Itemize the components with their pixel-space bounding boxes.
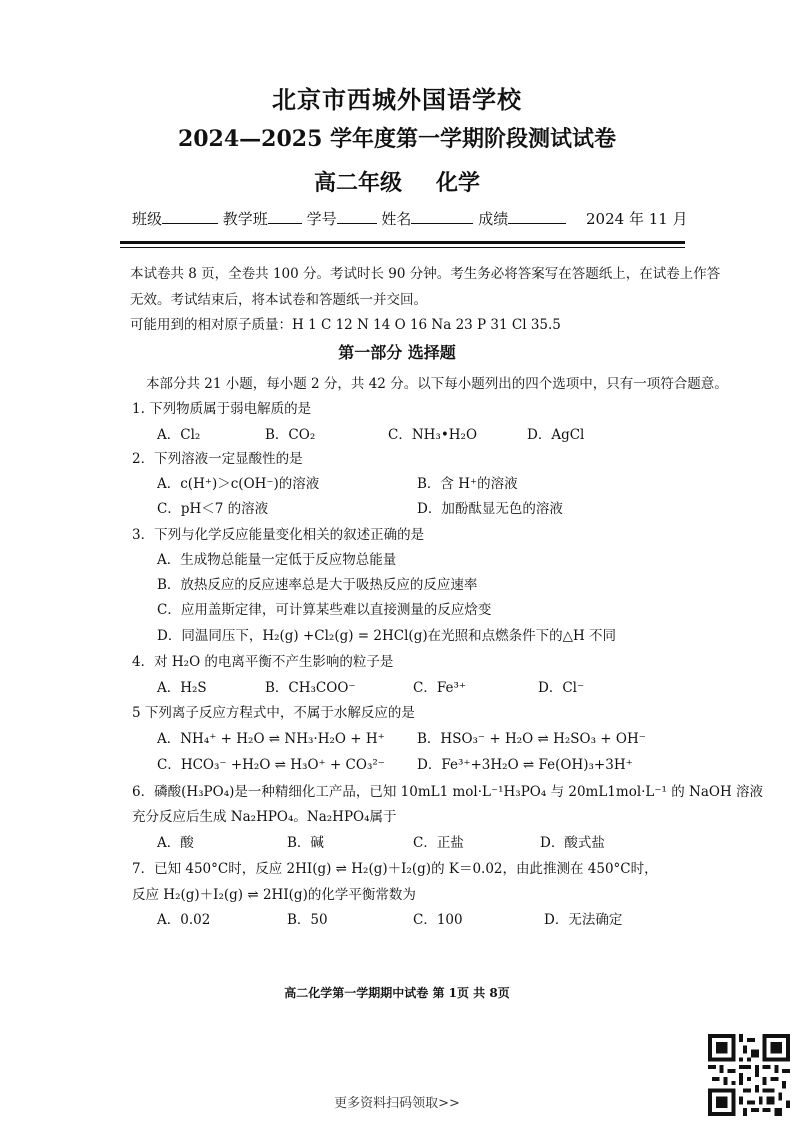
q5-option-d: D．Fe³⁺+3H₂O ⇌ Fe(OH)₃+3H⁺: [417, 757, 633, 773]
q3-option-b: B．放热反应的反应速率总是大于吸热反应的反应速率: [157, 577, 478, 593]
school-name: 北京市西城外国语学校: [272, 85, 522, 114]
student-no-label: 学号: [306, 210, 337, 228]
q2-option-c: C．pH＜7 的溶液: [157, 501, 269, 517]
name-field[interactable]: [411, 209, 473, 224]
subject-label: 化学: [436, 170, 481, 196]
class-field[interactable]: [162, 209, 218, 224]
q1-stem: 1. 下列物质属于弱电解质的是: [132, 401, 312, 417]
q3-option-c: C．应用盖斯定律，可计算某些难以直接测量的反应焓变: [157, 602, 492, 618]
q4-option-b: B．CH₃COO⁻: [265, 680, 356, 696]
part1-title: 第一部分 选择题: [338, 343, 456, 362]
q4-option-a: A．H₂S: [157, 680, 207, 696]
intro-line-2: 无效。考试结束后，将本试卷和答题纸一并交回。: [130, 292, 427, 308]
q6-option-b: B．碱: [287, 835, 324, 851]
teaching-class-field[interactable]: [268, 209, 302, 224]
q5-stem: 5 下列离子反应方程式中，不属于水解反应的是: [132, 705, 415, 721]
class-label: 班级: [132, 210, 163, 228]
q1-option-a: A．Cl₂: [157, 427, 201, 443]
score-label: 成绩: [478, 210, 509, 228]
q3-option-d: D．同温同压下，H₂(g) +Cl₂(g) = 2HCl(g)在光照和点燃条件下的△H 不同: [157, 628, 617, 644]
q6-option-c: C．正盐: [413, 835, 464, 851]
more-resources-link[interactable]: 更多资料扫码领取>>: [334, 1096, 460, 1111]
q2-option-d: D．加酚酞显无色的溶液: [417, 501, 563, 517]
qr-code-icon[interactable]: [708, 1034, 790, 1116]
grade-label: 高二年级: [313, 170, 402, 196]
name-label: 姓名: [381, 210, 412, 228]
q7-stem-line-2: 反应 H₂(g)＋I₂(g) ⇌ 2HI(g)的化学平衡常数为: [132, 887, 416, 903]
score-field[interactable]: [508, 209, 566, 224]
q2-option-b: B．含 H⁺的溶液: [417, 476, 518, 492]
q7-option-b: B．50: [287, 912, 328, 928]
q1-option-b: B．CO₂: [265, 427, 316, 443]
q7-option-a: A．0.02: [157, 912, 211, 928]
header-rule-thick: [120, 241, 685, 244]
grade-subject: [0, 166, 794, 197]
q7-stem-line-1: 7．已知 450°C时，反应 2HI(g) ⇌ H₂(g)＋I₂(g)的 K＝0.02，由此推测在 450°C时，: [132, 861, 658, 877]
q6-stem-line-1: 6．磷酸(H₃PO₄)是一种精细化工产品，已知 10mL1 mol·L⁻¹H₃PO₄ 与 20mL1mol·L⁻¹ 的 NaOH 溶液: [132, 784, 764, 800]
q6-stem-line-2: 充分反应后生成 Na₂HPO₄。Na₂HPO₄属于: [132, 809, 397, 825]
part1-instruction: 本部分共 21 小题，每小题 2 分，共 42 分。以下每小题列出的四个选项中，只有一项符合题意。: [146, 376, 728, 392]
q3-stem: 3．下列与化学反应能量变化相关的叙述正确的是: [132, 527, 425, 543]
student-no-field[interactable]: [337, 209, 377, 224]
q5-option-c: C．HCO₃⁻ +H₂O ⇌ H₃O⁺ + CO₃²⁻: [157, 757, 385, 773]
q5-option-b: B．HSO₃⁻ + H₂O ⇌ H₂SO₃ + OH⁻: [417, 731, 646, 747]
exam-title: 2024—2025 学年度第一学期阶段测试试卷: [177, 126, 617, 152]
q1-option-c: C．NH₃•H₂O: [388, 427, 478, 443]
page-footer: 高二化学第一学期期中试卷 第 1页 共 8页: [284, 986, 510, 1000]
q2-option-a: A．c(H⁺)＞c(OH⁻)的溶液: [157, 476, 320, 492]
q7-option-d: D．无法确定: [544, 912, 623, 928]
q4-option-d: D．Cl⁻: [538, 680, 585, 696]
q5-option-a: A．NH₄⁺ + H₂O ⇌ NH₃·H₂O + H⁺: [157, 731, 385, 747]
q6-option-a: A．酸: [157, 835, 194, 851]
q3-option-a: A．生成物总能量一定低于反应物总能量: [157, 552, 397, 568]
teaching-class-label: 教学班: [222, 210, 268, 228]
student-info-row: [132, 208, 566, 229]
exam-date: 2024 年 11 月: [586, 210, 688, 228]
q6-option-d: D．酸式盐: [540, 835, 605, 851]
atomic-masses: 可能用到的相对原子质量：H 1 C 12 N 14 O 16 Na 23 P 31 Cl 35.5: [130, 317, 561, 333]
q4-stem: 4．对 H₂O 的电离平衡不产生影响的粒子是: [132, 654, 394, 670]
q2-stem: 2．下列溶液一定显酸性的是: [132, 451, 303, 467]
header-rule-thin: [120, 247, 685, 248]
q1-option-d: D．AgCl: [527, 427, 585, 443]
intro-line-1: 本试卷共 8 页，全卷共 100 分。考试时长 90 分钟。考生务必将答案写在答题纸上，在试卷上作答: [130, 266, 721, 282]
q4-option-c: C．Fe³⁺: [413, 680, 466, 696]
q7-option-c: C．100: [413, 912, 463, 928]
